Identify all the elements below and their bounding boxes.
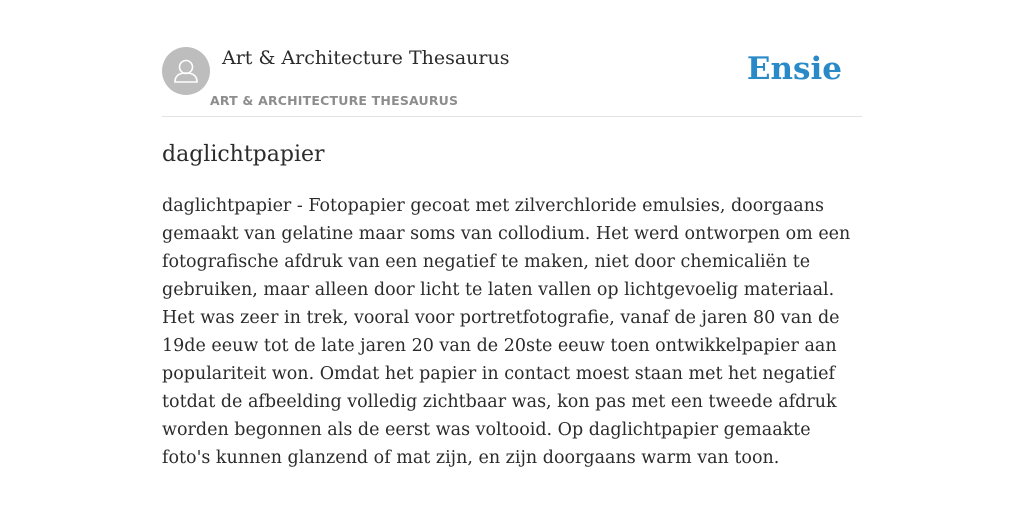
user-avatar-icon[interactable] [162,47,210,95]
ensie-logo[interactable]: Ensie [746,51,842,87]
author-name[interactable]: Art & Architecture Thesaurus [222,47,510,69]
author-source: ART & ARCHITECTURE THESAURUS [210,93,459,108]
header [162,0,862,117]
entry-title: daglichtpapier [162,142,325,167]
entry-definition: daglichtpapier - Fotopapier gecoat met zilverchloride emulsies, doorgaans gemaakt van gelatine maar soms van collodium. Het werd ontworpen om een fotografische afdruk van een negatief te maken, niet door chemicaliën te gebruiken, maar alleen door licht te laten vallen op lichtgevoelig materiaal. Het was zeer in trek, vooral voor portretfotografie, vanaf de jaren 80 van de 19de eeuw tot de late jaren 20 van de 20ste eeuw toen ontwikkelpapier aan populariteit won. Omdat het papier in contact moest staan met het negatief totdat de afbeelding volledig zichtbaar was, kon pas met een tweede afdruk worden begonnen als de eerst was voltooid. Op daglichtpapier gemaakte foto's kunnen glanzend of mat zijn, en zijn doorgaans warm van toon. [162,196,851,468]
